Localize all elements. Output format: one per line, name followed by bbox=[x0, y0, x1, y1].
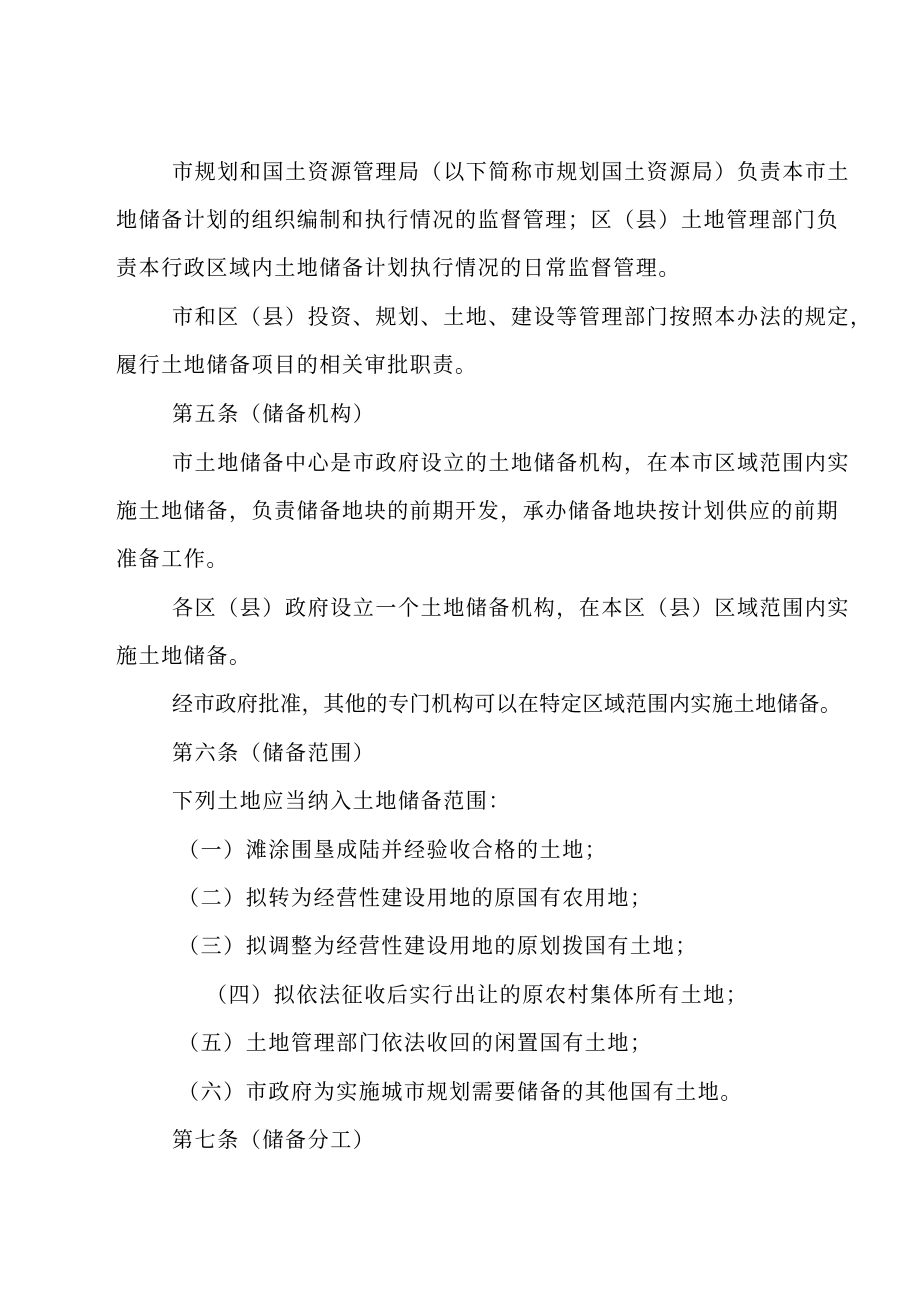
paragraph-line: 地储备计划的组织编制和执行情况的监督管理；区（县）土地管理部门负 bbox=[116, 208, 840, 232]
paragraph-line: 下列土地应当纳入土地储备范围： bbox=[172, 789, 511, 813]
list-item: （五）土地管理部门依法收回的闲置国有土地； bbox=[178, 1031, 653, 1055]
article-heading: 第七条（储备分工） bbox=[172, 1128, 376, 1152]
paragraph-line: 各区（县）政府设立一个土地储备机构，在本区（县）区域范围内实 bbox=[172, 596, 850, 620]
paragraph-line: 施土地储备。 bbox=[116, 644, 252, 668]
paragraph-line: 准备工作。 bbox=[116, 547, 229, 571]
paragraph-line: 经市政府批准，其他的专门机构可以在特定区域范围内实施土地储备。 bbox=[172, 692, 842, 716]
paragraph-line: 市规划和国土资源管理局（以下简称市规划国土资源局）负责本市土 bbox=[172, 160, 850, 184]
list-item: （二）拟转为经营性建设用地的原国有农用地； bbox=[178, 886, 653, 910]
list-item: （四）拟依法征收后实行出让的原农村集体所有土地； bbox=[206, 983, 749, 1007]
article-heading: 第五条（储备机构） bbox=[172, 402, 376, 426]
article-heading: 第六条（储备范围） bbox=[172, 741, 376, 765]
list-item: （六）市政府为实施城市规划需要储备的其他国有土地。 bbox=[178, 1080, 743, 1104]
list-item: （三）拟调整为经营性建设用地的原划拨国有土地； bbox=[178, 934, 698, 958]
paragraph-line: 市土地储备中心是市政府设立的土地储备机构，在本市区域范围内实 bbox=[172, 451, 850, 475]
paragraph-line: 责本行政区域内土地储备计划执行情况的日常监督管理。 bbox=[116, 256, 681, 280]
paragraph-line: 施土地储备，负责储备地块的前期开发，承办储备地块按计划供应的前期 bbox=[116, 499, 840, 523]
paragraph-line: 履行土地储备项目的相关审批职责。 bbox=[116, 353, 478, 377]
paragraph-line: 市和区（县）投资、规划、土地、建设等管理部门按照本办法的规定， bbox=[172, 305, 873, 329]
list-item: （一）滩涂围垦成陆并经验收合格的土地； bbox=[178, 838, 608, 862]
